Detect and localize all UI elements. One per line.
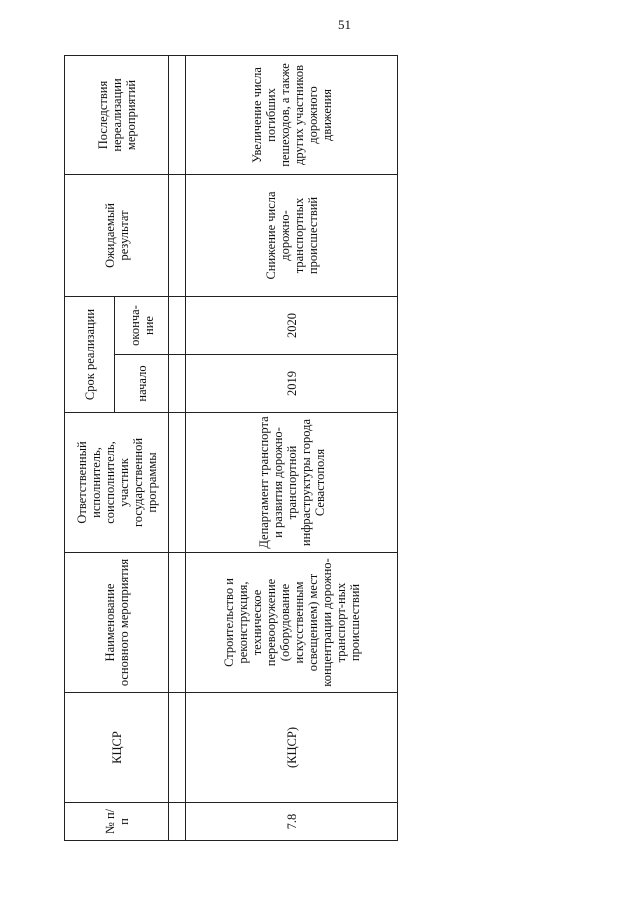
spacer-cell (169, 553, 186, 693)
cell-result: Снижение числа дорожно-транспортных происшествий (186, 174, 398, 296)
header-num: № п/п (65, 803, 169, 841)
spacer-cell (169, 693, 186, 803)
header-term: Срок реализации (65, 296, 115, 412)
page-number: 51 (338, 17, 351, 32)
spacer-cell (169, 355, 186, 413)
header-result: Ожидаемый результат (65, 174, 169, 296)
cell-responsible: Департамент транспорта и развития дорожно-транспортной инфраструктуры города Севастополя (186, 413, 398, 553)
header-responsible: Ответственный исполнитель, соисполнитель, участник государственной программы (65, 413, 169, 553)
table-row (186, 55, 398, 840)
cell-end: 2020 (186, 296, 398, 354)
spacer-cell (169, 55, 186, 174)
spacer-cell (169, 174, 186, 296)
spacer-cell (169, 296, 186, 354)
measures-table-rotated (64, 56, 398, 841)
header-name: Наименование основного мероприятия (65, 553, 169, 693)
header-kcsr: КЦСР (65, 693, 169, 803)
spacer-row (169, 55, 186, 840)
header-start: начало (115, 355, 169, 413)
measures-table (64, 55, 398, 841)
spacer-cell (169, 803, 186, 841)
spacer-cell (169, 413, 186, 553)
cell-name: Строительство и реконструкция, техническое перевооружение (оборудование искусственным освещением) мест концентрации дорожно-транспорт-ных происшествий (186, 553, 398, 693)
cell-consequences: Увеличение числа погибших пешеходов, а также других участников дорожного движения (186, 55, 398, 174)
cell-start: 2019 (186, 355, 398, 413)
header-end: оконча-ние (115, 296, 169, 354)
header-consequences: Последствия нереализации мероприятий (65, 55, 169, 174)
cell-kcsr: (КЦСР) (186, 693, 398, 803)
cell-num: 7.8 (186, 803, 398, 841)
